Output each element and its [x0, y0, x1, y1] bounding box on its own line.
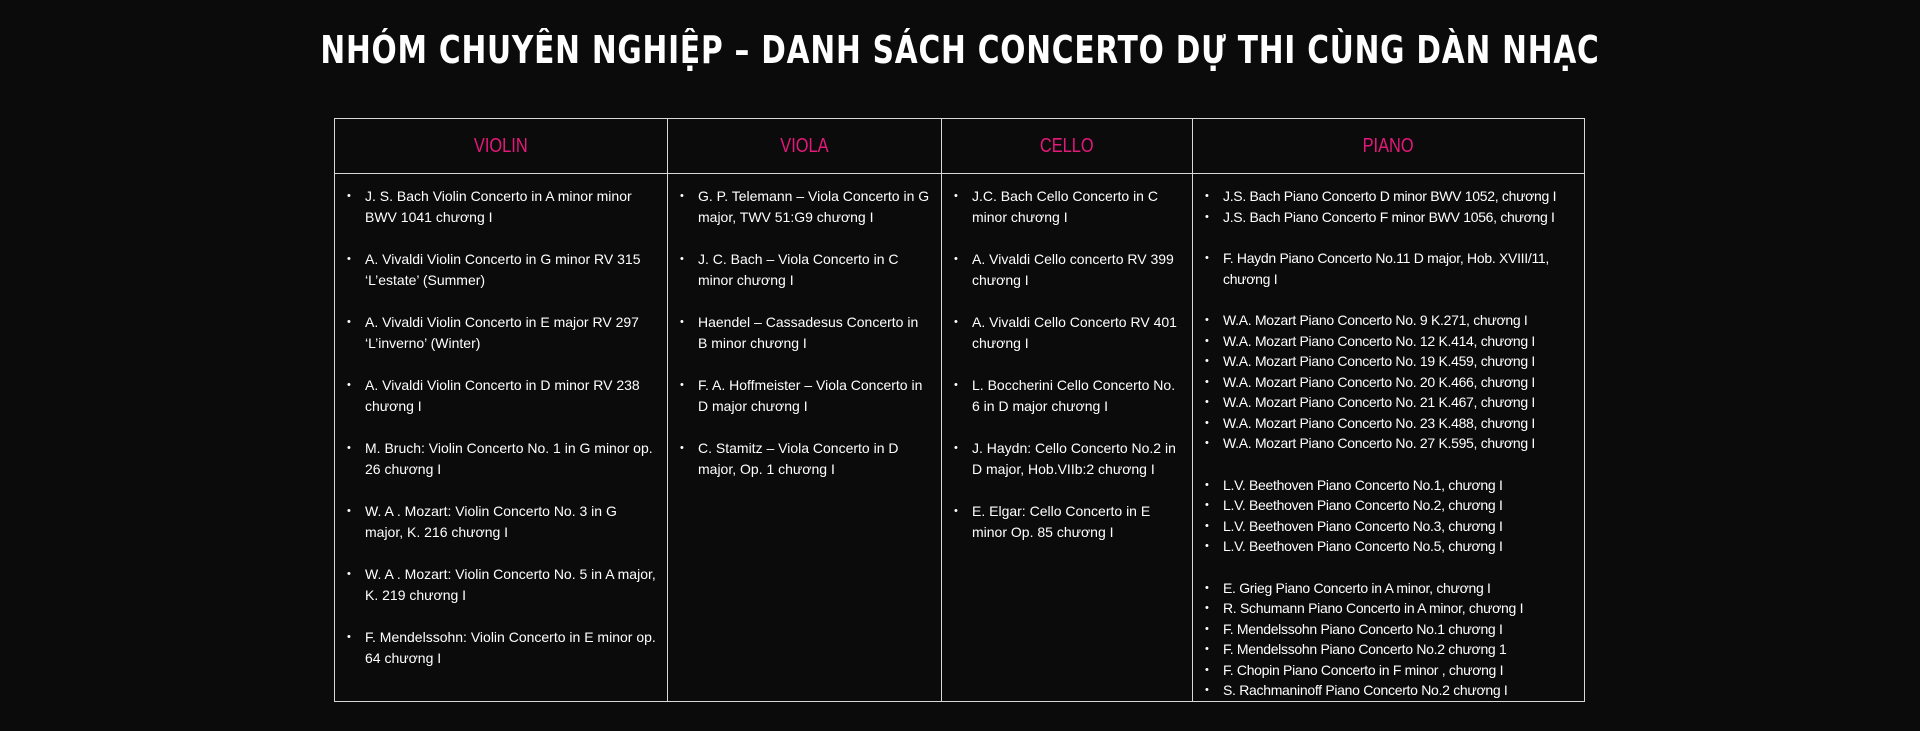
list-item: • F. Mendelssohn Piano Concerto No.2 chương 1 [1205, 639, 1574, 660]
list-item: • F. Mendelssohn Piano Concerto No.1 chương I [1205, 619, 1574, 640]
list-item: • J.C. Bach Cello Concerto in C minor chương I [954, 186, 1182, 228]
header-viola [668, 119, 942, 174]
header-piano [1193, 119, 1585, 174]
list-item: • A. Vivaldi Violin Concerto in G minor RV 315 ‘L’estate’ (Summer) [347, 249, 657, 291]
list-item: • A. Vivaldi Violin Concerto in D minor RV 238 chương I [347, 375, 657, 417]
list-item: • W.A. Mozart Piano Concerto No. 12 K.414, chương I [1205, 331, 1574, 352]
list-item: • M. Bruch: Violin Concerto No. 1 in G minor op. 26 chương I [347, 438, 657, 480]
list-item: • F. A. Hoffmeister – Viola Concerto in D major chương I [680, 375, 931, 417]
list-item: • F. Mendelssohn: Violin Concerto in E minor op. 64 chương I [347, 627, 657, 669]
list-item: • W.A. Mozart Piano Concerto No. 27 K.595, chương I [1205, 433, 1574, 454]
list-item: • G. P. Telemann – Viola Concerto in G major, TWV 51:G9 chương I [680, 186, 931, 228]
viola-list [668, 174, 941, 480]
list-item: • R. Schumann Piano Concerto in A minor, chương I [1205, 598, 1574, 619]
header-piano-label: PIANO [1362, 134, 1415, 157]
list-item: • J. C. Bach – Viola Concerto in C minor chương I [680, 249, 931, 291]
header-cello [942, 119, 1193, 174]
list-item: • W.A. Mozart Piano Concerto No. 23 K.488, chương I [1205, 413, 1574, 434]
list-item: • L.V. Beethoven Piano Concerto No.2, chương I [1205, 495, 1574, 516]
table-header-row [335, 119, 1585, 174]
list-item: • E. Grieg Piano Concerto in A minor, chương I [1205, 578, 1574, 599]
piano-cell [1193, 174, 1585, 702]
list-item: • J.S. Bach Piano Concerto F minor BWV 1056, chương I [1205, 207, 1574, 228]
header-violin-label: VIOLIN [474, 134, 528, 157]
list-item: • W.A. Mozart Piano Concerto No. 9 K.271, chương I [1205, 310, 1574, 331]
list-item: • A. Vivaldi Cello concerto RV 399 chương I [954, 249, 1182, 291]
header-viola-label: VIOLA [780, 134, 829, 157]
piano-list [1193, 174, 1584, 701]
list-item: • Haendel – Cassadesus Concerto in B minor chương I [680, 312, 931, 354]
cello-list [942, 174, 1192, 543]
header-violin [335, 119, 668, 174]
list-item: • J. S. Bach Violin Concerto in A minor minor BWV 1041 chương I [347, 186, 657, 228]
table-body-row [335, 174, 1585, 702]
concerto-table [334, 118, 1585, 702]
list-item: • F. Chopin Piano Concerto in F minor , chương I [1205, 660, 1574, 681]
list-item: • W.A. Mozart Piano Concerto No. 19 K.459, chương I [1205, 351, 1574, 372]
viola-cell [668, 174, 942, 702]
list-item: • W.A. Mozart Piano Concerto No. 20 K.466, chương I [1205, 372, 1574, 393]
list-item: • L.V. Beethoven Piano Concerto No.5, chương I [1205, 536, 1574, 557]
list-item: • A. Vivaldi Violin Concerto in E major RV 297 ‘L’inverno’ (Winter) [347, 312, 657, 354]
list-item: • C. Stamitz – Viola Concerto in D major, Op. 1 chương I [680, 438, 931, 480]
list-item: • S. Rachmaninoff Piano Concerto No.2 chương I [1205, 680, 1574, 701]
list-item: • F. Haydn Piano Concerto No.11 D major, Hob. XVIII/11, chương I [1205, 248, 1574, 289]
list-item: • W. A . Mozart: Violin Concerto No. 3 in G major, K. 216 chương I [347, 501, 657, 543]
page-title: NHÓM CHUYÊN NGHIỆP – DANH SÁCH CONCERTO DỰ THI CÙNG DÀN NHẠC [320, 28, 1600, 72]
list-item: • L.V. Beethoven Piano Concerto No.1, chương I [1205, 475, 1574, 496]
list-item: • J. Haydn: Cello Concerto No.2 in D major, Hob.VIIb:2 chương I [954, 438, 1182, 480]
cello-cell [942, 174, 1193, 702]
list-item: • A. Vivaldi Cello Concerto RV 401 chương I [954, 312, 1182, 354]
violin-list [335, 174, 667, 669]
header-cello-label: CELLO [1040, 134, 1094, 157]
list-item: • L.V. Beethoven Piano Concerto No.3, chương I [1205, 516, 1574, 537]
list-item: • L. Boccherini Cello Concerto No. 6 in D major chương I [954, 375, 1182, 417]
list-item: • J.S. Bach Piano Concerto D minor BWV 1052, chương I [1205, 186, 1574, 207]
list-item: • W. A . Mozart: Violin Concerto No. 5 in A major, K. 219 chương I [347, 564, 657, 606]
violin-cell [335, 174, 668, 702]
list-item: • E. Elgar: Cello Concerto in E minor Op. 85 chương I [954, 501, 1182, 543]
list-item: • W.A. Mozart Piano Concerto No. 21 K.467, chương I [1205, 392, 1574, 413]
